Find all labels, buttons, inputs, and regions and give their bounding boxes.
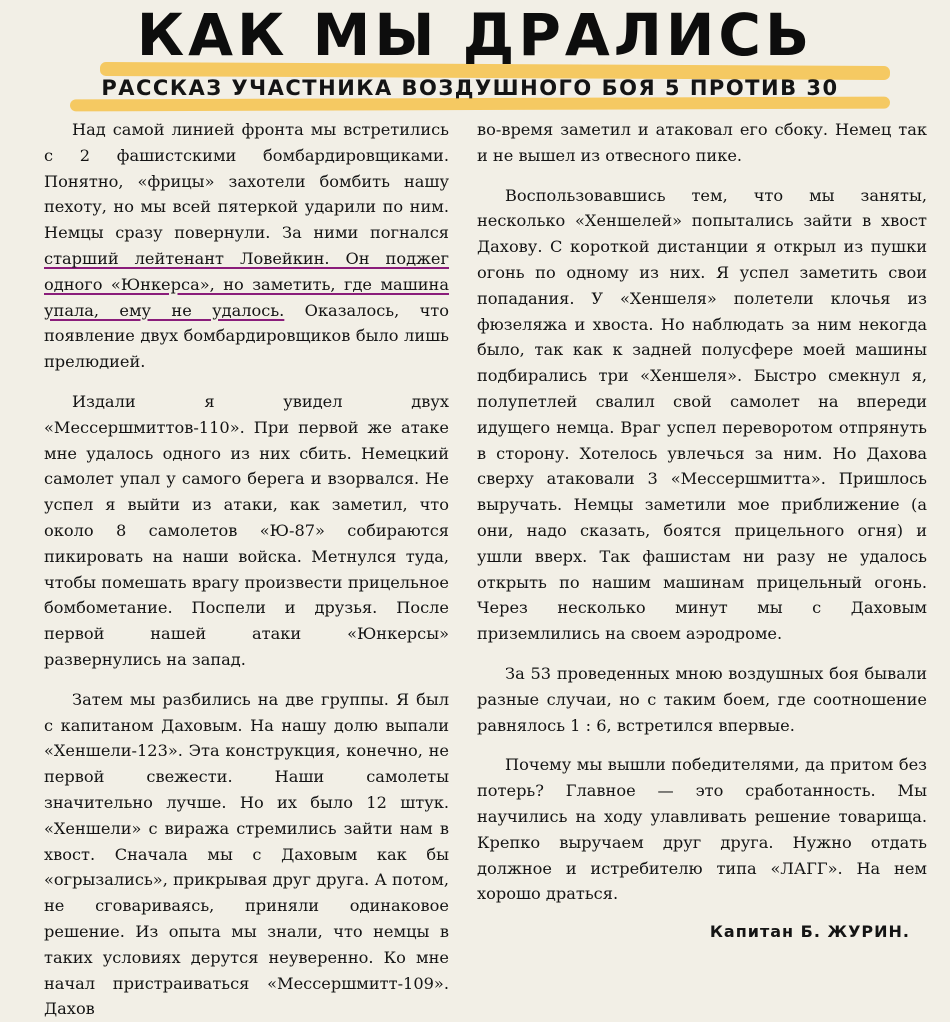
paragraph-continued: во-время заметил и атаковал его сбоку. Немец так и не вышел из отвесного пике. — [477, 120, 927, 165]
underlined-passage: старший лейтенант Ловейкин. Он поджег одного «Юнкерса», но заметить, где машина упала, ему не удалось. — [44, 248, 449, 320]
paragraph: Воспользовавшись тем, что мы заняты, несколько «Хеншелей» попытались зайти в хвост Дахову. С короткой дистанции я открыл из пушки огонь по одному из них. Я успел заметить свои попадания. У «Хеншеля» полетели клочья из фюзеляжа и хвоста. Но наблюдать за ним некогда было, так как к задней полусфере моей машины подбирались три «Хеншеля». Быстро смекнул я, полупетлей свалил свой самолет на впереди идущего немца. Враг успел переворотом отпрянуть в сторону. Хотелось увлечься за ним. Но Дахова сверху атаковали 3 «Мессершмитта». Пришлось выручать. Немцы заметили мое приближение (а они, надо сказать, боятся прицельного огня) и ушли вверх. Так фашистам ни разу не удалось открыть по нашим машинам прицельный огонь. Через несколько минут мы с Даховым приземлились на своем аэродроме. — [477, 185, 927, 644]
headline: КАК МЫ ДРАЛИСЬ — [136, 1, 814, 69]
right-column — [477, 117, 927, 907]
paragraph: За 53 проведенных мною воздушных боя бывали разные случаи, но с таким боем, где соотношение равнялось 1 : 6, встретился впервые. — [477, 663, 927, 735]
paragraph — [44, 117, 449, 375]
paragraph: Затем мы разбились на две группы. Я был с капитаном Даховым. На нашу долю выпали «Хеншели-123». Эта конструкция, конечно, не первой свежести. Наши самолеты значительно лучше. Но их было 12 штук. «Хеншели» с виража стремились зайти нам в хвост. Сначала мы с Даховым как бы «огрызались», прикрывая друг друга. А потом, не сговариваясь, приняли одинаковое решение. Из опыта мы знали, что немцы в таких условиях дерутся неуверенно. Ко мне начал пристраиваться «Мессершмитт-109». Дахов — [44, 689, 449, 1019]
text-run: Оказалось, что появление двух бомбардировщиков было лишь прелюдией. — [44, 300, 449, 372]
text-run: Над самой линией фронта мы встретились с 2 фашистскими бомбардировщиками. Понятно, «фрицы» захотели бомбить нашу пехоту, но мы всей пятеркой ударили по ним. Немцы сразу повернули. За ними погнался — [44, 120, 449, 243]
paragraph: Издали я увидел двух «Мессершмиттов-110». При первой же атаке мне удалось одного из них сбить. Немецкий самолет упал у самого берега и взорвался. Не успел я выйти из атаки, как заметил, что около 8 самолетов «Ю-87» собираются пикировать на наши войска. Метнулся туда, чтобы помешать врагу произвести прицельное бомбометание. Поспели и друзья. После первой нашей атаки «Юнкерсы» развернулись на запад. — [44, 391, 449, 669]
subheadline: РАССКАЗ УЧАСТНИКА ВОЗДУШНОГО БОЯ 5 ПРОТИВ 30 — [101, 76, 839, 100]
author-signature: Капитан Б. ЖУРИН. — [709, 922, 910, 941]
paragraph: Почему мы вышли победителями, да притом без потерь? Главное — это сработанность. Мы научились на ходу улавливать решение товарища. Крепко выручаем друг друга. Нужно отдать должное и истребителю типа «ЛАГГ». На нем хорошо драться. — [477, 755, 927, 904]
left-column — [44, 117, 449, 1022]
